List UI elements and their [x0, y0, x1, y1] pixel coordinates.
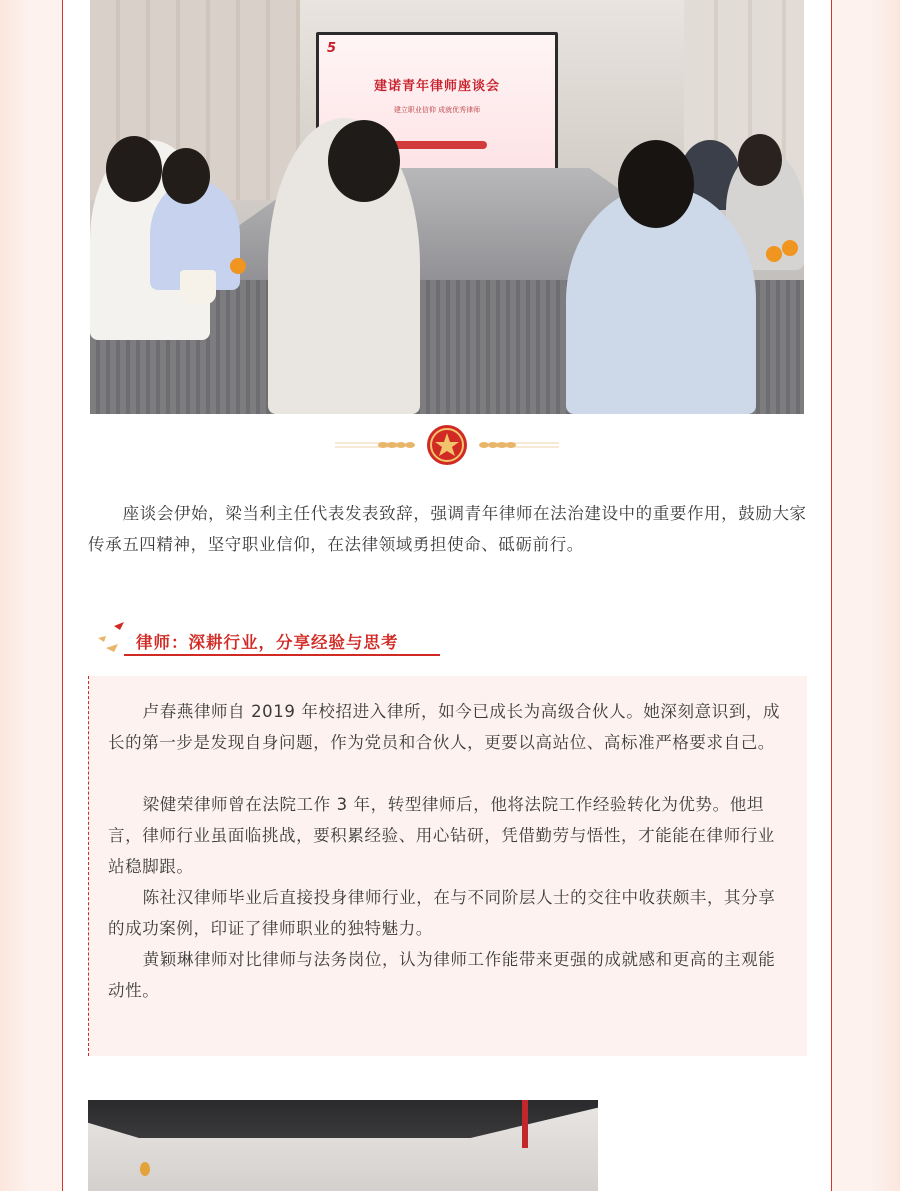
screen-banner	[387, 141, 487, 149]
screen-title: 建诺青年律师座谈会	[373, 79, 500, 94]
attendee-head	[106, 136, 162, 202]
attendee-head	[162, 148, 210, 204]
second-photo	[88, 1100, 598, 1191]
intro-paragraph: 座谈会伊始，梁当利主任代表发表致辞，强调青年律师在法治建设中的重要作用，鼓励大家传承五四精神，坚守职业信仰，在法律领域勇担使命、砥砺前行。	[88, 504, 807, 554]
screen-subtitle: 建立职业信仰 成就优秀律师	[393, 106, 481, 114]
red-lantern-string	[522, 1100, 528, 1148]
screen-logo: 5	[327, 41, 337, 56]
quote-paragraph: 卢春燕律师自 2019 年校招进入律所，如今已成长为高级合伙人。她深刻意识到，成长的第一步是发现自身问题，作为党员和合伙人，更要以高站位、高标准严格要求自己。	[108, 702, 781, 752]
meeting-photo	[90, 0, 804, 414]
heading-underline	[124, 654, 440, 656]
section-heading-text: 律师：深耕行业，分享经验与思考	[136, 633, 399, 652]
attendee-head	[738, 134, 782, 186]
attendee-head	[618, 140, 694, 228]
attendee-head	[328, 120, 400, 202]
quote-paragraph: 黄颖琳律师对比律师与法务岗位，认为律师工作能带来更强的成就感和更高的主观能动性。	[108, 950, 776, 1000]
orange	[782, 240, 798, 256]
orange	[766, 246, 782, 262]
quote-paragraph: 梁健荣律师曾在法院工作 3 年，转型律师后，他将法院工作经验转化为优势。他坦言，律师行业虽面临挑战，要积累经验、用心钻研，凭借勤劳与悟性，才能能在律师行业站稳脚跟。	[108, 795, 775, 876]
section-heading	[96, 620, 456, 662]
star-divider-icon	[335, 424, 559, 466]
quote-paragraph: 陈社汉律师毕业后直接投身律师行业，在与不同阶层人士的交往中收获颇丰，其分享的成功案例，印证了律师职业的独特魅力。	[108, 888, 776, 938]
hanging-ornament	[140, 1162, 150, 1176]
orange	[230, 258, 246, 274]
mug	[180, 270, 216, 304]
lawyer-quotes-box	[88, 676, 807, 1056]
bird-icon	[96, 620, 130, 658]
